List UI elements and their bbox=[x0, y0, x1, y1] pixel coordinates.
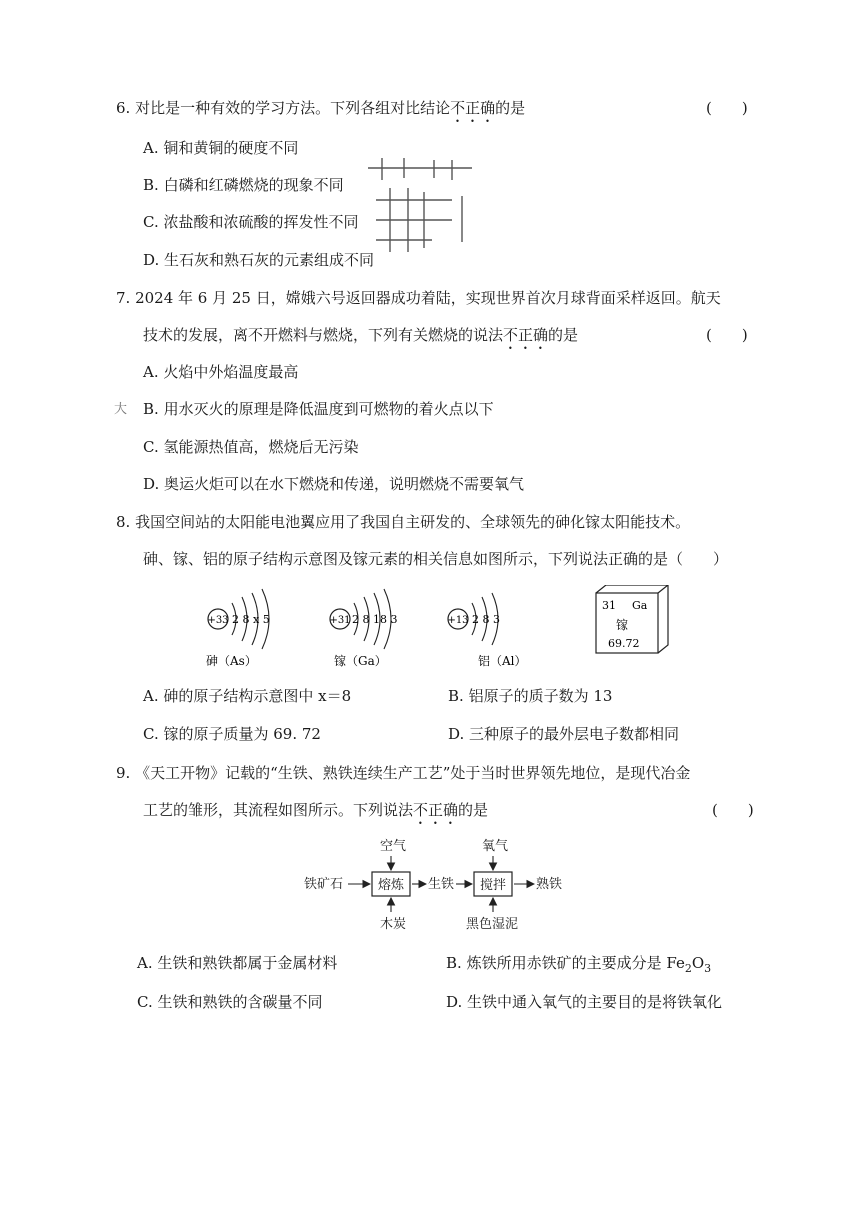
q9-stem-line2 bbox=[143, 800, 488, 828]
option-text: 生铁和熟铁的含碳量不同 bbox=[157, 993, 323, 1011]
q8-option-d bbox=[448, 724, 679, 744]
flow-input-left: 铁矿石 bbox=[304, 877, 344, 892]
q9-option-a bbox=[137, 953, 337, 973]
q7-option-b bbox=[143, 399, 494, 419]
q6-option-b bbox=[143, 175, 344, 195]
q7-option-d bbox=[143, 474, 524, 494]
q9-option-b bbox=[446, 953, 711, 979]
q7-stem-emphasis: 不正确 bbox=[503, 326, 549, 344]
atom-caption: 镓（Ga） bbox=[334, 654, 387, 668]
q7-margin-note: 大 bbox=[114, 402, 128, 417]
atom-shells: 2 8 3 bbox=[472, 613, 500, 626]
q9-stem-text: 《天工开物》记载的“生铁、熟铁连续生产工艺”处于当时世界领先地位，是现代冶金 bbox=[135, 764, 691, 782]
option-text: 生铁中通入氧气的主要目的是将铁氧化 bbox=[467, 993, 723, 1011]
option-label: D. bbox=[448, 725, 465, 743]
flow-box1: 熔炼 bbox=[378, 878, 405, 893]
option-text: 用水灭火的原理是降低温度到可燃物的着火点以下 bbox=[163, 400, 494, 418]
atom-nucleus: +13 bbox=[447, 615, 469, 626]
q9-stem-line1 bbox=[116, 763, 690, 783]
q7-option-a bbox=[143, 362, 298, 382]
option-label: B. bbox=[143, 400, 159, 418]
atom-nucleus: +31 bbox=[329, 615, 351, 626]
pencil-scribble bbox=[362, 152, 482, 262]
q8-stem-text: 我国空间站的太阳能电池翼应用了我国自主研发的、全球领先的砷化镓太阳能技术。 bbox=[135, 513, 691, 531]
option-text: 铜和黄铜的硬度不同 bbox=[163, 139, 299, 157]
q8-number: 8. bbox=[116, 513, 131, 531]
formula-o: O bbox=[691, 954, 705, 972]
option-label: A. bbox=[143, 687, 159, 705]
element-card-ga bbox=[596, 585, 668, 653]
option-label: A. bbox=[143, 363, 159, 381]
element-number: 31 bbox=[602, 599, 616, 612]
option-label: A. bbox=[143, 139, 159, 157]
formula-sub-3: 3 bbox=[704, 962, 712, 975]
atom-caption: 铝（Al） bbox=[478, 654, 527, 668]
flow-box2-bottom: 黑色湿泥 bbox=[466, 917, 519, 932]
q9-number: 9. bbox=[116, 764, 131, 782]
q6-number: 6. bbox=[116, 99, 131, 117]
q7-answer-paren: ( ) bbox=[706, 326, 748, 344]
option-text: 浓盐酸和浓硫酸的挥发性不同 bbox=[163, 213, 359, 231]
flow-middle: 生铁 bbox=[428, 877, 455, 892]
flow-box2-top: 氧气 bbox=[482, 839, 509, 854]
q9-stem-post: 的是 bbox=[458, 801, 489, 819]
atom-shells: 2 8 x 5 bbox=[232, 613, 270, 626]
option-text: 奥运火炬可以在水下燃烧和传递，说明燃烧不需要氧气 bbox=[164, 475, 525, 493]
element-name: 镓 bbox=[616, 618, 629, 632]
q9-answer-paren: ( ) bbox=[712, 801, 754, 819]
q8-stem-line1 bbox=[116, 512, 690, 532]
q6-stem-emphasis: 不正确 bbox=[450, 99, 496, 117]
q7-stem-line2 bbox=[143, 325, 578, 353]
option-text: 生铁和熟铁都属于金属材料 bbox=[157, 954, 338, 972]
option-label: B. bbox=[448, 687, 464, 705]
q7-number: 7. bbox=[116, 289, 131, 307]
option-label: D. bbox=[143, 251, 160, 269]
option-text: 铝原子的质子数为 13 bbox=[468, 687, 613, 705]
option-text: 砷的原子结构示意图中 x＝8 bbox=[163, 687, 352, 705]
flow-box1-bottom: 木炭 bbox=[380, 917, 407, 932]
atom-shells: 2 8 18 3 bbox=[352, 613, 398, 626]
option-text: 镓的原子质量为 69. 72 bbox=[163, 725, 321, 743]
q6-option-d bbox=[143, 250, 374, 270]
option-label: D. bbox=[143, 475, 160, 493]
flow-box1-top: 空气 bbox=[380, 839, 407, 854]
q6-answer-paren: ( ) bbox=[706, 99, 748, 117]
q7-stem-line1 bbox=[116, 288, 721, 308]
option-label: D. bbox=[446, 993, 463, 1011]
q7-stem-pre: 技术的发展，离不开燃料与燃烧，下列有关燃烧的说法 bbox=[143, 326, 504, 344]
q7-stem-post: 的是 bbox=[548, 326, 579, 344]
option-label: C. bbox=[143, 725, 159, 743]
option-text: 氢能源热值高，燃烧后无污染 bbox=[163, 438, 359, 456]
q9-stem-pre: 工艺的雏形，其流程如图所示。下列说法 bbox=[143, 801, 414, 819]
q6-stem-post: 的是 bbox=[495, 99, 526, 117]
option-label: C. bbox=[143, 438, 159, 456]
option-text: 生石灰和熟石灰的元素组成不同 bbox=[164, 251, 375, 269]
q6-option-a bbox=[143, 138, 298, 158]
option-text: 三种原子的最外层电子数都相同 bbox=[469, 725, 680, 743]
q7-option-c bbox=[143, 437, 359, 457]
q9-option-c bbox=[137, 992, 323, 1012]
q8-option-c bbox=[143, 724, 321, 744]
atom-diagram-as bbox=[206, 589, 270, 668]
option-text: 火焰中外焰温度最高 bbox=[163, 363, 299, 381]
option-label: A. bbox=[137, 954, 153, 972]
atom-diagram-al bbox=[447, 593, 526, 668]
q9-stem-emphasis: 不正确 bbox=[413, 801, 459, 819]
q6-option-c bbox=[143, 212, 359, 232]
atom-structure-diagrams bbox=[200, 585, 680, 675]
option-text: 白磷和红磷燃烧的现象不同 bbox=[163, 176, 344, 194]
option-label: C. bbox=[137, 993, 153, 1011]
element-mass: 69.72 bbox=[608, 637, 640, 650]
formula-fe: Fe bbox=[666, 954, 685, 972]
atom-diagram-ga bbox=[329, 589, 397, 668]
iron-process-flow bbox=[300, 832, 590, 936]
element-symbol: Ga bbox=[632, 599, 648, 612]
q8-stem-line2: 砷、镓、铝的原子结构示意图及镓元素的相关信息如图所示，下列说法正确的是（ ） bbox=[143, 550, 729, 568]
option-label: C. bbox=[143, 213, 159, 231]
q8-option-b bbox=[448, 686, 612, 706]
flow-box2: 搅拌 bbox=[480, 878, 507, 893]
formula-sub-2: 2 bbox=[684, 962, 692, 975]
flow-output: 熟铁 bbox=[536, 877, 563, 892]
q7-stem-text: 2024 年 6 月 25 日，嫦娥六号返回器成功着陆，实现世界首次月球背面采样返回。航天 bbox=[135, 289, 721, 307]
option-text: 炼铁所用赤铁矿的主要成分是 bbox=[466, 954, 667, 972]
atom-nucleus: +33 bbox=[207, 615, 229, 626]
q6-stem-pre: 对比是一种有效的学习方法。下列各组对比结论 bbox=[135, 99, 451, 117]
q6-stem bbox=[116, 98, 525, 126]
option-label: B. bbox=[143, 176, 159, 194]
q9-option-d bbox=[446, 992, 722, 1012]
option-label: B. bbox=[446, 954, 462, 972]
q8-option-a bbox=[143, 686, 351, 706]
atom-caption: 砷（As） bbox=[206, 654, 257, 668]
